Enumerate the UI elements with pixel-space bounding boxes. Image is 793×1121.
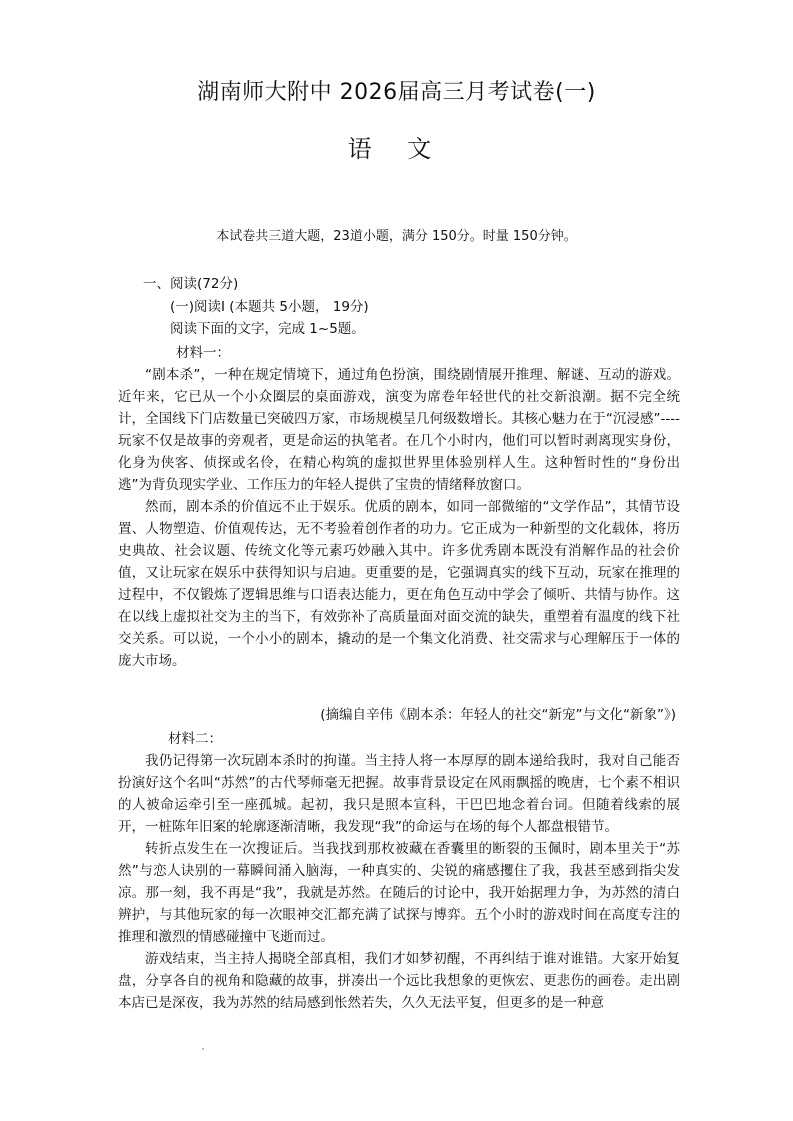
material-one-label: 材料一： [176, 345, 230, 361]
material-two-body [118, 750, 680, 1014]
material-one-body [118, 364, 680, 672]
material-two-label: 材料二： [168, 731, 222, 747]
material-one-paragraph: “剧本杀”，一种在规定情境下，通过角色扮演，围绕剧情展开推理、解谜、互动的游戏。近年来，它已从一个小众圈层的桌面游戏，演变为席卷年轻世代的社交新浪潮。据不完全统计，全国线下门店数量已突破四万家，市场规模呈几何级数增长。其核心魅力在于“沉浸感”----玩家不仅是故事的旁观者，更是命运的执笔者。在几个小时内，他们可以暂时剥离现实身份，化身为侠客、侦探或名伶，在精心构筑的虚拟世界里体验别样人生。这种暂时性的“身份出逃”为背负现实学业、工作压力的年轻人提供了宝贵的情绪释放窗口。 [118, 367, 680, 493]
material-one-paragraph: 然而，剧本杀的价值远不止于娱乐。优质的剧本，如同一部微缩的“文学作品”，其情节设置、人物塑造、价值观传达，无不考验着创作者的功力。它正成为一种新型的文化载体，将历史典故、社会议题、传统文化等元素巧妙融入其中。许多优秀剧本既没有消解作品的社会价值，又让玩家在娱乐中获得知识与启迪。更重要的是，它强调真实的线下互动，玩家在推理的过程中，不仅锻炼了逻辑思维与口语表达能力，更在角色互动中学会了倾听、共情与协作。这在以线上虚拟社交为主的当下，有效弥补了高质量面对面交流的缺失，重塑着有温度的线下社交关系。可以说，一个小小的剧本，撬动的是一个集文化消费、社交需求与心理解压于一体的庞大市场。 [118, 499, 680, 669]
material-two-paragraph: 我仍记得第一次玩剧本杀时的拘谨。当主持人将一本厚厚的剧本递给我时，我对自己能否扮演好这个名叫“苏然”的古代琴师毫无把握。故事背景设定在风雨飘摇的晚唐，七个素不相识的人被命运牵引至一座孤城。起初，我只是照本宣科，干巴巴地念着台词。但随着线索的展开，一桩陈年旧案的轮廓逐渐清晰，我发现“我”的命运与在场的每个人都盘根错节。 [118, 753, 680, 835]
exam-title: 湖南师大附中 2026届高三月考试卷(一) [197, 80, 596, 105]
material-two-paragraph: 转折点发生在一次搜证后。当我找到那枚被藏在香囊里的断裂的玉佩时，剧本里关于“苏然”与恋人诀别的一幕瞬间涌入脑海，一种真实的、尖锐的痛感攫住了我，我甚至感到指尖发凉。那一刻，我不再是“我”，我就是苏然。在随后的讨论中，我开始据理力争，为苏然的清白辨护，与其他玩家的每一次眼神交汇都充满了试探与博弈。五个小时的游戏时间在高度专注的推理和激烈的情感碰撞中飞逝而过。 [118, 841, 680, 945]
material-two-paragraph: 游戏结束，当主持人揭晓全部真相，我们才如梦初醒，不再纠结于谁对谁错。大家开始复盘，分享各自的视角和隐藏的故事，拼凑出一个远比我想象的更恢宏、更悲伤的画卷。走出剧本店已是深夜，我为苏然的结局感到怅然若失，久久无法平复，但更多的是一种意 [118, 951, 680, 1011]
material-one-source: (摘编自辛伟《剧本杀：年轻人的社交“新宠”与文化“新象”》) [320, 707, 676, 723]
subject-title: 语 文 [347, 135, 446, 163]
exam-note: 本试卷共三道大题，23道小题，满分 150分。时量 150分钟。 [216, 229, 577, 244]
sub-section-heading: (一)阅读Ⅰ (本题共 5小题， 19分) [170, 299, 369, 315]
scan-speck [202, 1048, 204, 1050]
section-heading: 一、阅读(72分) [143, 276, 239, 292]
instruction-text: 阅读下面的文字，完成 1~5题。 [170, 321, 365, 337]
